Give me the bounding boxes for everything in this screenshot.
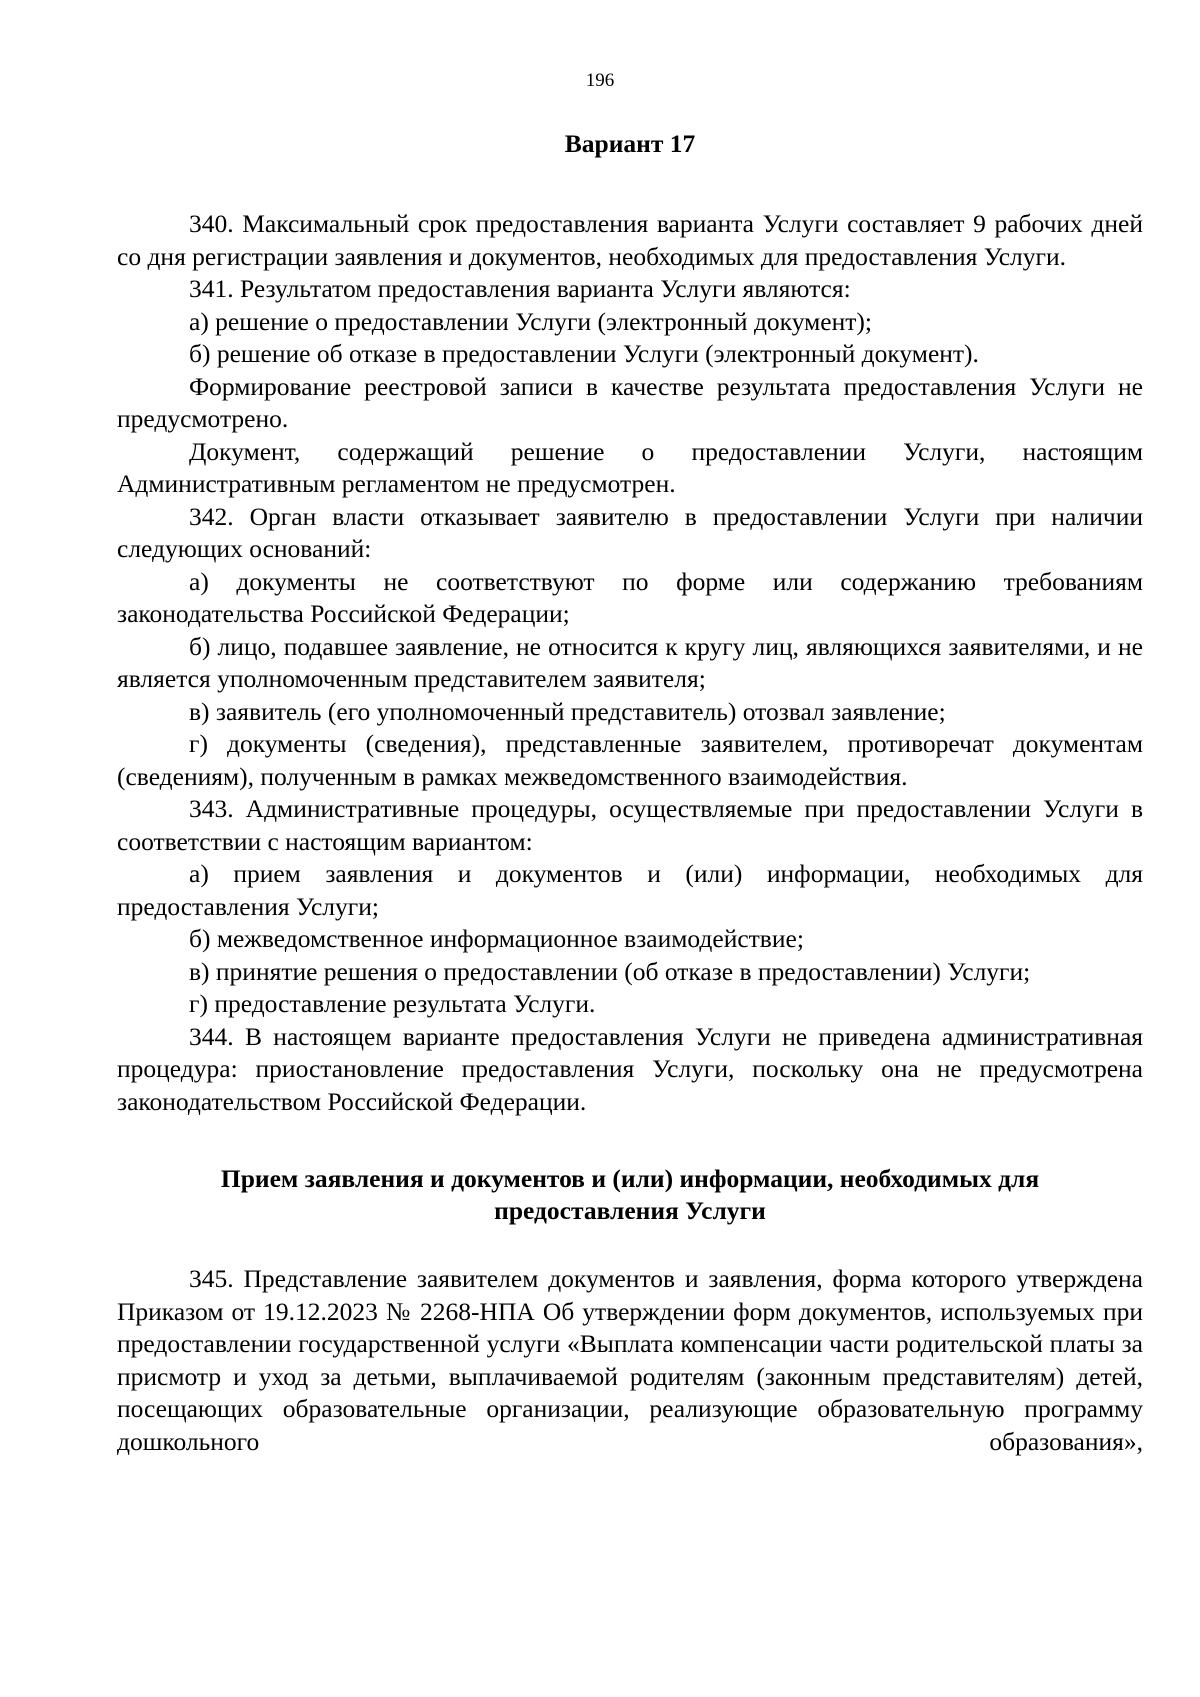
page-number: 196 (585, 70, 615, 91)
paragraph-registry-record: Формирование реестровой записи в качестве результата предоставления Услуги не предусмотрено. (117, 371, 1143, 433)
section-heading: Прием заявления и документов и (или) информации, необходимых для предоставления Услуги (220, 1164, 1040, 1225)
paragraph-340: 340. Максимальный срок предоставления варианта Услуги составляет 9 рабочих дней со дня регистрации заявления и документов, необходимых для предоставления Услуги. (117, 209, 1143, 271)
paragraph-343: 343. Административные процедуры, осуществляемые при предоставлении Услуги в соответствии с настоящим вариантом: (117, 794, 1143, 856)
paragraph-342-a: а) документы не соответствуют по форме или содержанию требованиям законодательства Российской Федерации; (117, 566, 1143, 628)
paragraph-343-g: г) предоставление результата Услуги. (189, 989, 596, 1018)
paragraph-344: 344. В настоящем варианте предоставления Услуги не приведена административная процедура: приостановление предоставления Услуги, поскольку она не предусмотрена законодательством Российской Федерации. (117, 1021, 1143, 1116)
paragraph-345: 345. Представление заявителем документов и заявления, форма которого утверждена Приказом от 19.12.2023 № 2268-НПА Об утверждении форм документов, используемых при предоставлении государственной услуги «Выплата компенсации части родительской платы за присмотр и уход за детьми, выплачиваемой родителям (законным представителям) детей, посещающих образовательные организации, реализующие образовательную программу дошкольного образования», (117, 1264, 1143, 1456)
paragraph-343-a: а) прием заявления и документов и (или) информации, необходимых для предоставления Услуги; (117, 859, 1143, 921)
paragraph-343-b: б) межведомственное информационное взаимодействие; (189, 924, 804, 953)
paragraph-341-b: б) решение об отказе в предоставлении Услуги (электронный документ). (189, 339, 979, 368)
paragraph-343-v: в) принятие решения о предоставлении (об отказе в предоставлении) Услуги; (189, 956, 1031, 986)
paragraph-document-decision: Документ, содержащий решение о предоставлении Услуги, настоящим Административным регламентом не предусмотрен. (117, 436, 1143, 498)
variant-title: Вариант 17 (564, 129, 696, 158)
paragraph-341-a: а) решение о предоставлении Услуги (электронный документ); (189, 306, 872, 336)
paragraph-342-b: б) лицо, подавшее заявление, не относится к кругу лиц, являющихся заявителями, и не является уполномоченным представителем заявителя; (117, 631, 1143, 693)
paragraph-342: 342. Орган власти отказывает заявителю в предоставлении Услуги при наличии следующих оснований: (117, 501, 1143, 563)
document-body (117, 128, 1143, 1458)
paragraph-342-v: в) заявитель (его уполномоченный представитель) отозвал заявление; (189, 696, 946, 726)
paragraph-341: 341. Результатом предоставления варианта Услуги являются: (189, 274, 851, 303)
paragraph-342-g: г) документы (сведения), представленные заявителем, противоречат документам (сведениям), полученным в рамках межведомственного взаимодействия. (117, 729, 1143, 791)
